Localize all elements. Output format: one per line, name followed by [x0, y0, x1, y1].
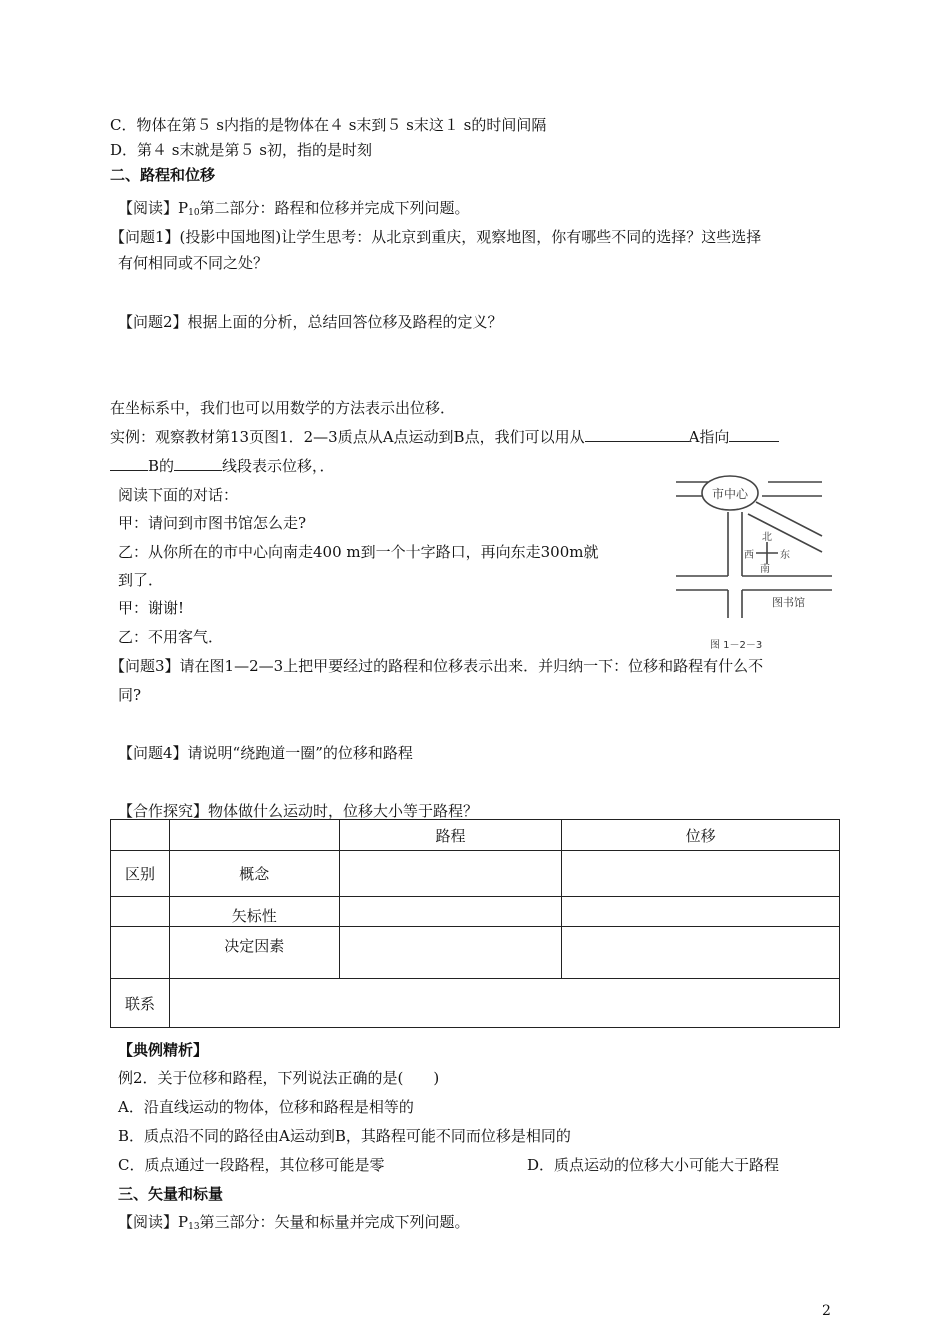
section-2-heading: 二、路程和位移: [110, 166, 216, 184]
cell-link[interactable]: [169, 979, 839, 1028]
figure-caption: 图 1－2－3: [710, 640, 763, 651]
option-c-prev: C．物体在第５ s内指的是物体在４ s末到５ s末这１ s的时间间隔: [110, 116, 547, 134]
example-2-option-c: C．质点通过一段路程，其位移可能是零: [118, 1156, 385, 1174]
row-label-difference: 区别: [111, 851, 170, 897]
cell-factor-path[interactable]: [339, 927, 562, 979]
example-section-title: 【典例精析】: [118, 1041, 209, 1059]
row-label-vector: 矢标性: [169, 897, 339, 927]
cell-concept-displacement[interactable]: [562, 851, 840, 897]
figure-west-label: 西: [744, 550, 754, 561]
option-d-prev: D．第４ s末就是第５ s初，指的是时刻: [110, 141, 372, 159]
example-line-2: B的 线段表示位移，．: [110, 456, 335, 476]
reading-2: 【阅读】$P_{13}$第三部分：矢量和标量并完成下列问题。: [118, 1213, 470, 1232]
cell-vector-path[interactable]: [339, 897, 562, 927]
dialog-line-3: 甲：谢谢!: [118, 599, 185, 617]
cooperative-inquiry: 【合作探究】物体做什么运动时，位移大小等于路程？: [118, 802, 479, 820]
question-3-line-1: 【问题3】请在图1—2—3上把甲要经过的路程和位移表示出来．并归纳一下：位移和路程有什么不: [110, 657, 764, 675]
example-2-option-b: B．质点沿不同的路径由A运动到B，其路程可能不同而位移是相同的: [118, 1127, 571, 1145]
example-line-1: 实例：观察教材第13页图1．2—3质点从A点运动到B点，我们可以用从 A指向: [110, 427, 779, 447]
cell-concept-path[interactable]: [339, 851, 562, 897]
dialog-line-1: 甲：请问到市图书馆怎么走?: [118, 514, 307, 532]
cell-factor-displacement[interactable]: [562, 927, 840, 979]
figure-center-label: 市中心: [711, 487, 749, 501]
figure-east-label: 东: [780, 550, 790, 561]
section-3-heading: 三、矢量和标量: [118, 1185, 224, 1203]
dialog-line-2a: 乙：从你所在的市中心向南走400 m到一个十字路口，再向东走300m就: [118, 543, 599, 561]
row-label-concept: 概念: [169, 851, 339, 897]
figure-1-2-3: [672, 472, 840, 652]
example-2-option-a: A．沿直线运动的物体，位移和路程是相等的: [118, 1098, 414, 1116]
figure-north-label: 北: [762, 532, 772, 543]
question-4: 【问题4】请说明“绕跑道一圈”的位移和路程: [118, 744, 413, 762]
coordinate-text: 在坐标系中，我们也可以用数学的方法表示出位移．: [110, 399, 456, 417]
dialog-line-2b: 到了．: [118, 571, 164, 589]
row-label-link: 联系: [111, 979, 170, 1028]
header-path: 路程: [339, 820, 562, 851]
question-2: 【问题2】根据上面的分析，总结回答位移及路程的定义？: [118, 313, 503, 331]
figure-south-label: 南: [760, 564, 770, 575]
example-2-question: 例2．关于位移和路程，下列说法正确的是( ): [118, 1069, 440, 1087]
page-number: 2: [822, 1303, 831, 1319]
example-2-option-d: D．质点运动的位移大小可能大于路程: [527, 1156, 780, 1174]
reading-1: 【阅读】$P_{10}$第二部分：路程和位移并完成下列问题。: [118, 199, 470, 218]
dialog-intro: 阅读下面的对话：: [118, 486, 239, 504]
question-1-line-1: 【问题1】(投影中国地图)让学生思考：从北京到重庆，观察地图，你有哪些不同的选择？这些选择: [110, 228, 762, 246]
dialog-line-4: 乙：不用客气．: [118, 628, 224, 646]
comparison-table: [110, 819, 840, 1028]
row-label-factor: 决定因素: [169, 927, 339, 979]
question-3-line-2: 同?: [118, 686, 142, 704]
question-1-line-2: 有何相同或不同之处？: [118, 254, 269, 272]
figure-library-label: 图书馆: [772, 596, 805, 609]
cell-vector-displacement[interactable]: [562, 897, 840, 927]
header-displacement: 位移: [562, 820, 840, 851]
